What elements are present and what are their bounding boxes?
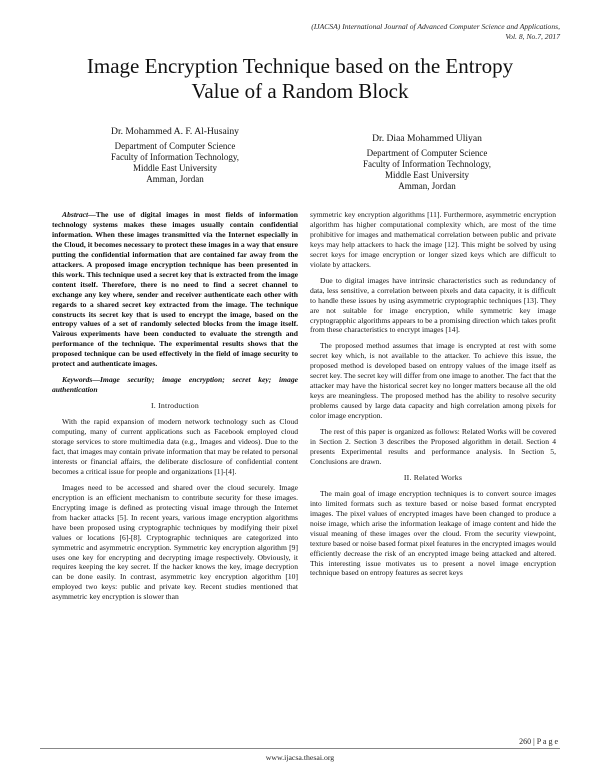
author-name: Dr. Mohammed A. F. Al-Husainy: [111, 126, 239, 137]
author-department: Department of Computer Science: [366, 148, 488, 158]
footer-url: www.ijacsa.thesai.org: [265, 753, 335, 762]
author-university: Middle East University: [133, 163, 217, 173]
journal-line: (IJACSA) International Journal of Advanced Computer Science and Applications,: [311, 22, 560, 31]
section-heading-introduction: I. Introduction: [150, 401, 200, 411]
page-number: 260 | P a g e: [519, 737, 558, 746]
right-column: [310, 210, 556, 584]
abstract: [52, 210, 298, 369]
abstract-text: —The use of digital images in most fields of information technology systems makes these images usually contain confidential information. When these images transmitted via the Internet especially in the Cloud, it becomes necessary to protect these images in a way that ensure putting the confidential information that are contained far away from the attackers. A proposed image encryption technique has been presented in this work. This technique used a secret key that is extracted from the image content itself. Therefore, there is no need to find a secret channel to exchange any key where, sender and receiver authenticate each other with regards to a shared secret key extracted from the image. The technique constructs its secret key that is used to encrypt the image, based on the entropy values of a set of randomly selected blocks from the image itself. Vairous experiments have been conducted to evaluate the strength and performance of the technique. The experimental results shows that the proposed technique can be used effectively in the field of image security to protect and authenticate images.: [52, 210, 298, 369]
intro-paragraph-3: Due to digital images have intrinsic characteristics such as redundancy of data, less sensitive, a correlation between pixels and data capacity, it is difficult to handle these issues by using asymmetric cryptographic techniques [13]. They are not suitable for image encryption, while symmetric key image cryptograpphic algorithms appears to be a promising direction which takes profit from these characteristics to encrypt images [14].: [310, 275, 556, 335]
author-block-1: [70, 126, 280, 185]
section-heading-related-works: II. Related Works: [403, 472, 463, 482]
author-department: Department of Computer Science: [114, 141, 236, 151]
volume-line: Vol. 8, No.7, 2017: [505, 31, 560, 41]
author-location: Amman, Jordan: [398, 181, 456, 191]
footer-divider: [40, 748, 560, 749]
author-faculty: Faculty of Information Technology,: [362, 159, 492, 169]
intro-paragraph-1: With the rapid expansion of modern network technology such as Cloud computing, many of current applications such as Facebook employed cloud storage services to store multimedia data (e.g., Images and videos). Due to the fact, that images may contain private information that may be related to personal interests or financial affairs, the deliberate disclosure of confidential content becomes a critical issue for people and organizations [1]-[4].: [52, 417, 298, 476]
left-column: [52, 210, 298, 608]
intro-paragraph-4: The proposed method assumes that image is encrypted at rest with some secret key which, is not available to the attacker. To achieve this issue, the proposed method is developed based on entropy values of the image itself as secret key. The secret key will differ from one image to another. The fact that the attacker may have the historical secret key no longer matters because all the old keys are meaningless. The proposed method has the ability to resolve security problems caused by large data capacity and high correlation among pixels for color image encryption.: [310, 341, 556, 421]
intro-paragraph-2-cont: symmetric key encryption algorithms [11]. Furthermore, asymmetric encryption algorithm has higher computational complexity which, are most of the time prohibitive for images and mathematical correlation between public and private keys may help attackers to hack the image [12]. This might be solved by using secret keys for image encryption or longer sized keys which are difficult to violate by attackers.: [310, 210, 556, 269]
author-location: Amman, Jordan: [146, 174, 204, 184]
author-block-2: [322, 133, 532, 192]
intro-paragraph-2: Images need to be accessed and shared over the cloud securely. Image encryption is an efficient mechanism to contribute security for these images. Encrypting image is defined as protecting visual image through the Internet from hacker attacks [5]. In recent years, various image encryption algorithms have been proposed using cryptographic techniques by modifying their pixel values or locations [6]-[8]. Cryptographic techniques are categorized into symmetric and asymmetric encryption. Symmetric key encryption algorithm [9] uses one key for encrypting and decrypting image respectively. Obviously, it requires keeping the key secret. If the hacker knows the key, image decryption can be done easily. In contrast, asymmetric key encryption algorithm [10] employed two keys: public and private key. Recent studies mentioned that asymmetric key encryption is slower than: [52, 482, 298, 602]
author-university: Middle East University: [385, 170, 469, 180]
abstract-lead: Abstract: [62, 210, 89, 219]
title-line-2: Value of a Random Block: [191, 79, 409, 103]
keywords: Keywords—Image security; image encryption; secret key; image authentication: [52, 375, 298, 395]
related-paragraph-1: The main goal of image encryption techniques is to convert source images into limited formats such as texture based or noise based format encrypted images. The pixel values of encrypted images have been changed to produce a noise image, which arise the information leakage of image content and hide the visual meaning of these images over the cloud. From the security viewpoint, texture based or noise based format pixel features in the encrypted images would efficiently decrease the risk of an encrypted image being attacked and altered. This interesting issue motivates us to present a novel image encryption technique based on entropy features as secret keys: [310, 488, 556, 578]
journal-header: [200, 22, 560, 41]
intro-paragraph-5: The rest of this paper is organized as follows: Related Works will be covered in Section 2. Section 3 describes the Proposed algorithm in detail. Section 4 presents Experimental results and performance analysis. In Section 5, Conclusions are drawn.: [310, 427, 556, 466]
author-name: Dr. Diaa Mohammed Uliyan: [372, 133, 482, 144]
author-faculty: Faculty of Information Technology,: [110, 152, 240, 162]
paper-title: [40, 54, 560, 104]
title-line-1: Image Encryption Technique based on the Entropy: [86, 54, 514, 78]
